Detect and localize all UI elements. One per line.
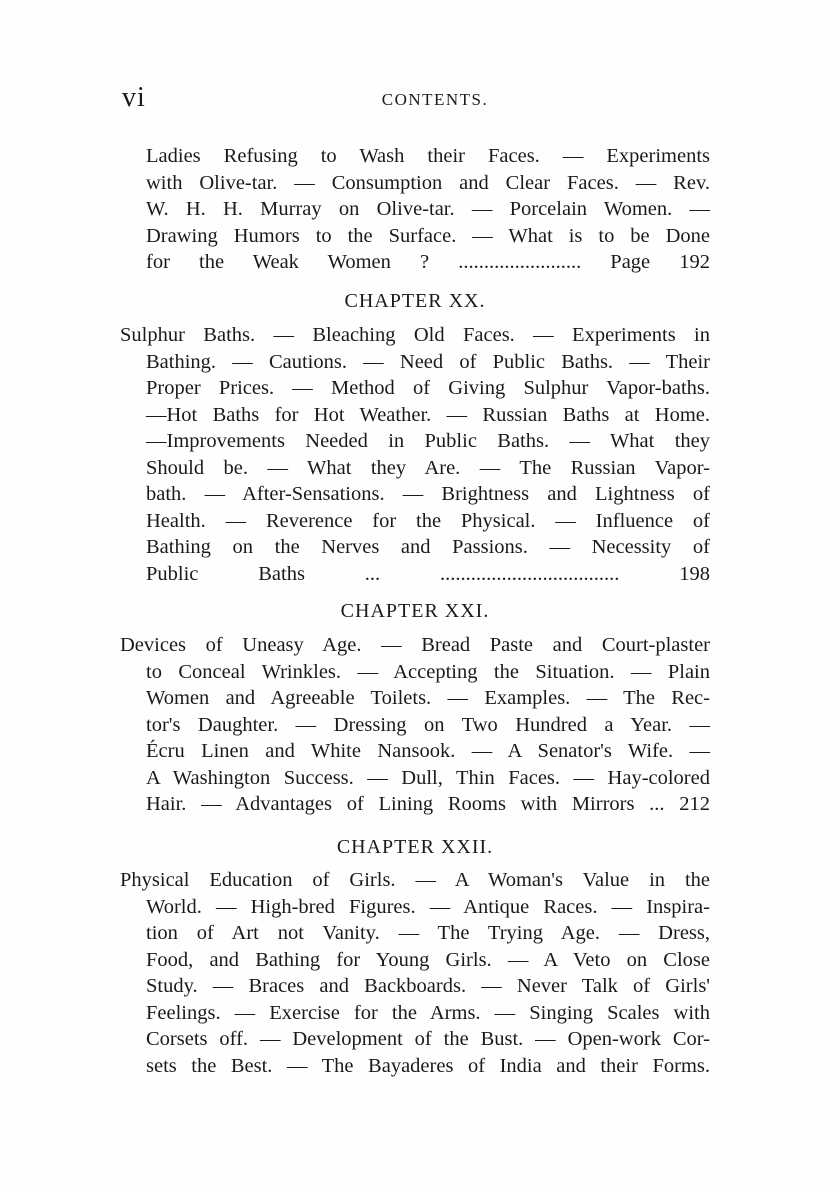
entry-line: to Conceal Wrinkles. — Accepting the Situation. — Plain: [146, 660, 710, 683]
running-title: CONTENTS.: [381, 90, 489, 109]
entry-line: Women and Agreeable Toilets. — Examples. — The Rec-: [146, 687, 710, 709]
entry-line: bath. — After-Sensations. — Brightness and Lightness of: [146, 483, 710, 505]
entry-line: sets the Best. — The Bayaderes of India and their Forms.: [146, 1054, 710, 1077]
entry-line: Écru Linen and White Nansook. — A Senator's Wife. —: [146, 740, 710, 762]
chapter-entry: [120, 632, 710, 818]
continuation-entry: [120, 143, 710, 276]
entry-line: Should be. — What they Are. — The Russian Vapor-: [146, 456, 710, 479]
entry-line: Proper Prices. — Method of Giving Sulphur Vapor-baths.: [146, 377, 710, 399]
page-header: [122, 82, 712, 112]
chapter-heading: CHAPTER XXII.: [336, 836, 494, 858]
entry-line: with Olive-tar. — Consumption and Clear Faces. — Rev.: [146, 171, 710, 194]
entry-line: Food, and Bathing for Young Girls. — A Veto on Close: [146, 948, 710, 971]
entry-line: Public Baths ... ................................... 198: [146, 562, 710, 585]
entry-line: Physical Education of Girls. — A Woman's Value in the: [120, 869, 710, 891]
entry-line: Hair. — Advantages of Lining Rooms with Mirrors ... 212: [146, 793, 710, 815]
chapter-entry: [120, 867, 710, 1079]
page-number: vi: [122, 82, 146, 113]
entry-line: Corsets off. — Development of the Bust. — Open-work Cor-: [146, 1028, 710, 1050]
entry-line: —Improvements Needed in Public Baths. — What they: [146, 430, 710, 452]
entry-line: —Hot Baths for Hot Weather. — Russian Baths at Home.: [146, 403, 710, 426]
entry-line: Health. — Reverence for the Physical. — Influence of: [146, 509, 710, 532]
chapter-heading: CHAPTER XX.: [344, 290, 486, 312]
entry-line: tion of Art not Vanity. — The Trying Age. — Dress,: [146, 922, 710, 944]
entry-line: Ladies Refusing to Wash their Faces. — Experiments: [146, 145, 710, 167]
entry-line: Drawing Humors to the Surface. — What is to be Done: [146, 224, 710, 247]
chapter-heading: CHAPTER XXI.: [340, 600, 490, 622]
entry-line: for the Weak Women ? ........................ Page 192: [146, 251, 710, 273]
entry-line: Bathing on the Nerves and Passions. — Necessity of: [146, 536, 710, 558]
entry-line: A Washington Success. — Dull, Thin Faces. — Hay-colored: [146, 766, 710, 789]
entry-line: Devices of Uneasy Age. — Bread Paste and Court-plaster: [120, 634, 710, 656]
chapter-entry: [120, 322, 710, 587]
entry-line: tor's Daughter. — Dressing on Two Hundred a Year. —: [146, 713, 710, 736]
entry-line: Feelings. — Exercise for the Arms. — Singing Scales with: [146, 1001, 710, 1024]
entry-line: Bathing. — Cautions. — Need of Public Baths. — Their: [146, 350, 710, 373]
entry-line: Sulphur Baths. — Bleaching Old Faces. — Experiments in: [120, 324, 710, 346]
entry-line: Study. — Braces and Backboards. — Never Talk of Girls': [146, 975, 710, 997]
entry-line: W. H. H. Murray on Olive-tar. — Porcelain Women. —: [146, 198, 710, 220]
entry-line: World. — High-bred Figures. — Antique Races. — Inspira-: [146, 895, 710, 918]
